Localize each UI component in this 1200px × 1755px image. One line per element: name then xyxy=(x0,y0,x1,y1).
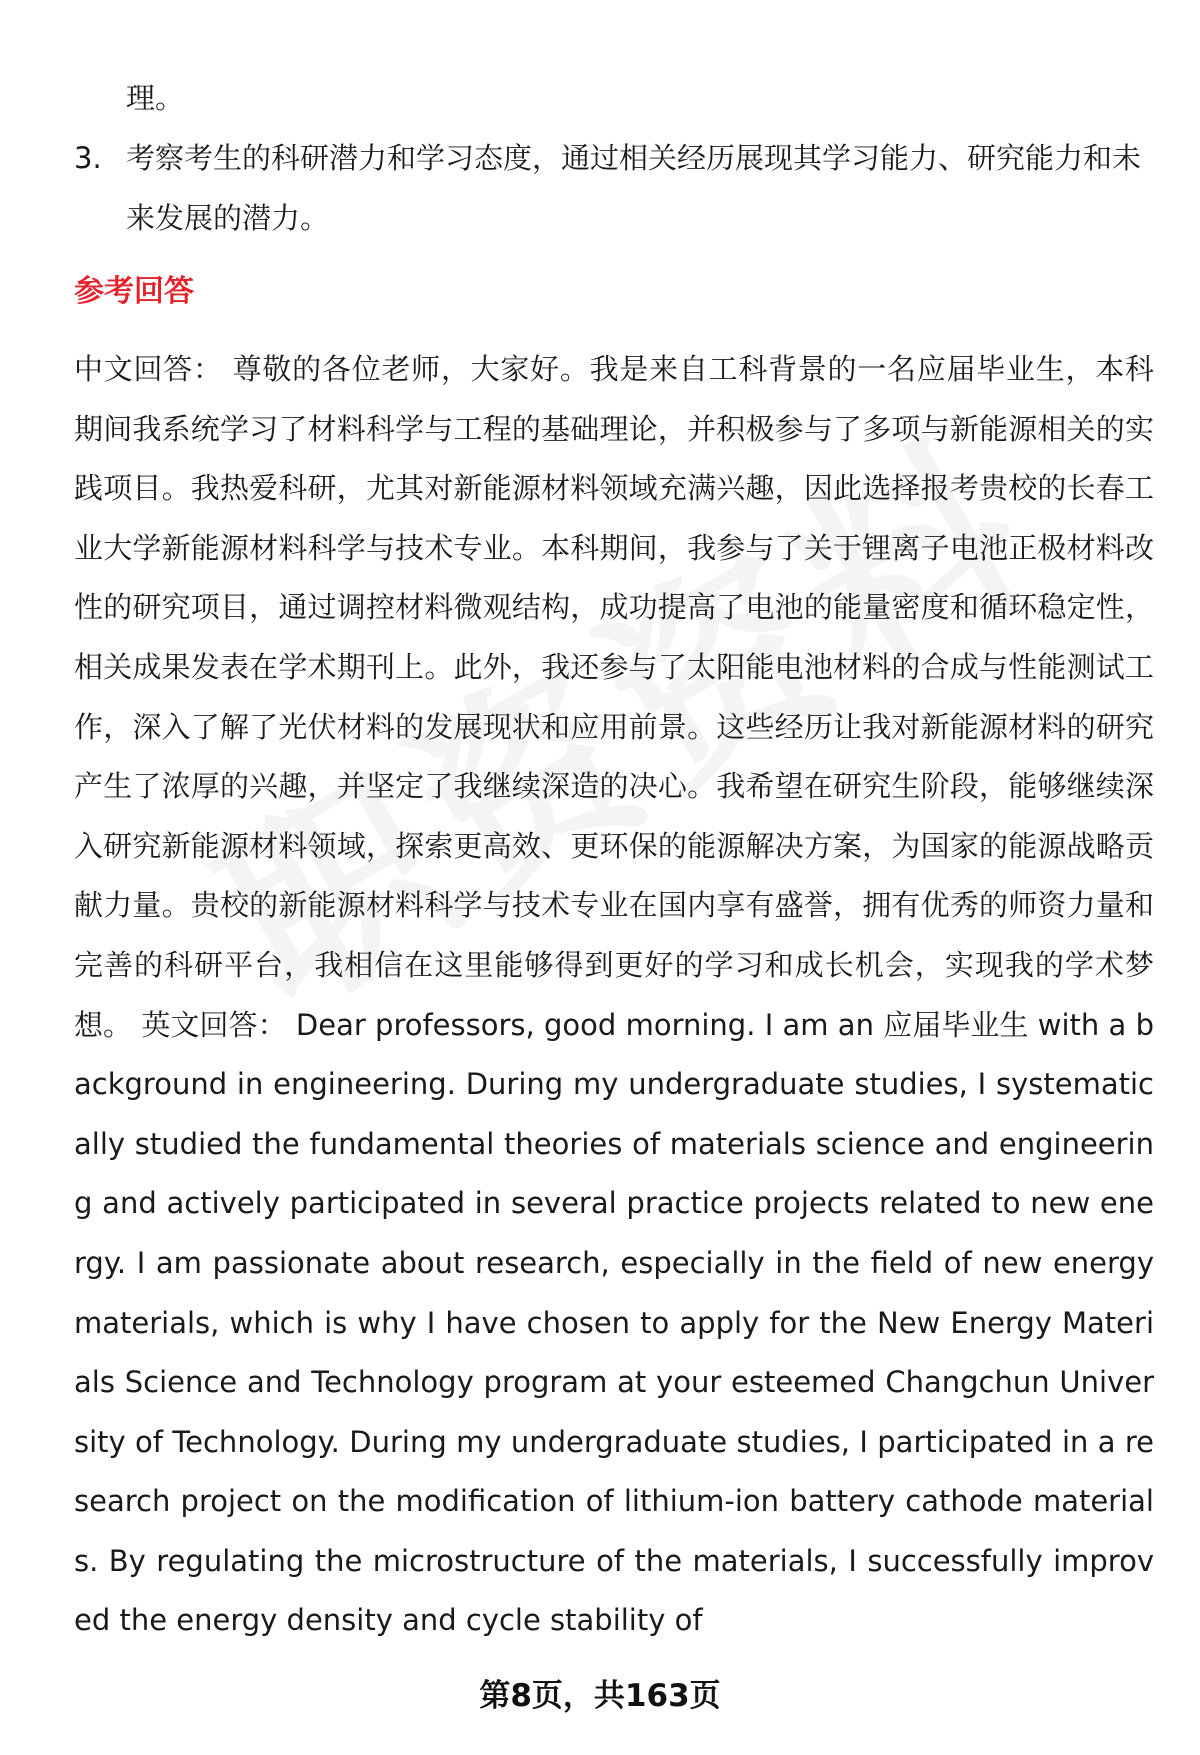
page-content xyxy=(74,68,1154,1651)
list-item xyxy=(74,128,1154,248)
page-number: 第8页，共163页 xyxy=(479,1678,721,1714)
previous-item-continuation: 理。 xyxy=(126,81,185,115)
list-item-number: 3. xyxy=(74,141,102,175)
answer-paragraph: 中文回答： 尊敬的各位老师，大家好。我是来自工科背景的一名应届毕业生，本科期间我系统学习了材料科学与工程的基础理论，并积极参与了多项与新能源相关的实践项目。我热爱科研，尤其对新能源材料领域充满兴趣，因此选择报考贵校的长春工业大学新能源材料科学与技术专业。本科期间，我参与了关于锂离子电池正极材料改性的研究项目，通过调控材料微观结构，成功提高了电池的能量密度和循环稳定性，相关成果发表在学术期刊上。此外，我还参与了太阳能电池材料的合成与性能测试工作，深入了解了光伏材料的发展现状和应用前景。这些经历让我对新能源材料的研究产生了浓厚的兴趣，并坚定了我继续深造的决心。我希望在研究生阶段，能够继续深入研究新能源材料领域，探索更高效、更环保的能源解决方案，为国家的能源战略贡献力量。贵校的新能源材料科学与技术专业在国内享有盛誉，拥有优秀的师资力量和完善的科研平台，我相信在这里能够得到更好的学习和成长机会，实现我的学术梦想。 英文回答： Dear professors, good morning. I am an 应届毕业生 with a background in engineering. During my undergraduate studies, I systematically studied the fundamental theories of materials science and engineering and actively participated in several practice projects related to new energy. I am passionate about research, especially in the field of new energy materials, which is why I have chosen to apply for the New Energy Materials Science and Technology program at your esteemed Changchun University of Technology. During my undergraduate studies, I participated in a research project on the modification of lithium-ion battery cathode materials. By regulating the microstructure of the materials, I successfully improved the energy density and cycle stability of xyxy=(74,352,1154,1638)
section-heading: 参考回答 xyxy=(74,274,194,309)
list-item-text: 考察考生的科研潜力和学习态度，通过相关经历展现其学习能力、研究能力和未来发展的潜力。 xyxy=(126,141,1142,235)
